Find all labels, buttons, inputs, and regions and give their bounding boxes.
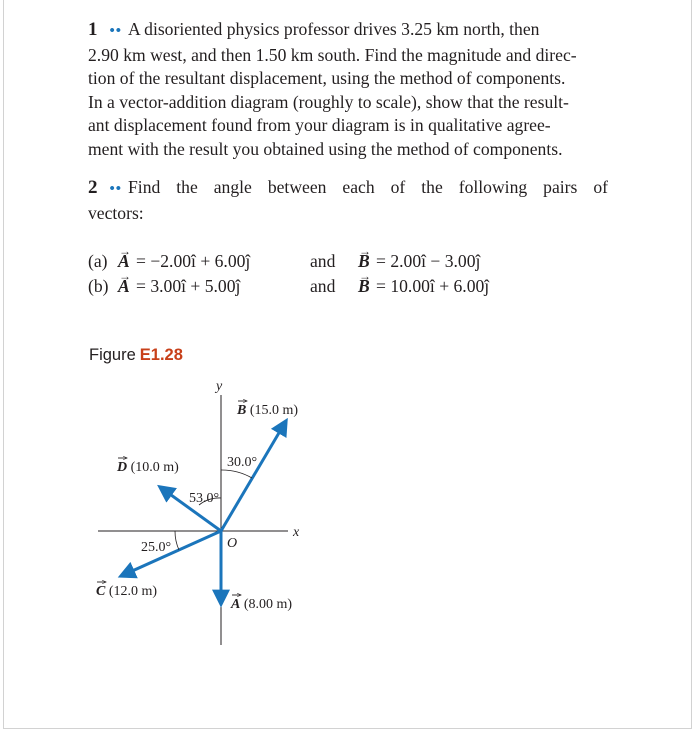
vector-a-expression: = 3.00î + 5.00ĵ [136,276,241,296]
x-axis-label: x [293,525,300,540]
problem-number: 1 [88,19,98,40]
problem-text-line: vectors: [88,202,144,223]
angle-d-label: 53.0° [189,491,220,506]
problem-text-line: ment with the result you obtained using the method of components. [88,138,563,159]
problem-text-line: tion of the resultant displacement, using the method of components. [88,68,566,88]
vector-b-magnitude: (15.0 m) [249,403,299,418]
vector-b-expression: = 2.00î − 3.00ĵ [376,251,481,271]
vector-b-name: B [237,403,247,418]
figure-caption-number: E1.28 [139,346,183,364]
pair-and: and [310,276,336,296]
angle-b-label: 30.0° [227,455,258,470]
problem-text-line: Find the angle between each of the following pairs of [128,177,608,197]
pair-label: (b) [88,276,109,296]
angle-arc-c [175,531,179,550]
vector-b-name: → B [358,249,370,274]
problem-text-line: A disoriented physics professor drives 3.25 km north, then [128,19,540,39]
vector-b-expression: = 10.00î + 6.00ĵ [376,276,490,296]
vector-b-name: → B [358,274,370,299]
vector-d-magnitude: (10.0 m) [130,460,179,475]
y-axis-label: y [216,379,223,394]
difficulty-dots: •• [109,23,123,39]
origin-label: O [227,536,238,551]
problem-number: 2 [88,177,98,198]
vector-c-label [96,584,157,599]
pair-and: and [310,251,336,271]
angle-c-label: 25.0° [141,540,172,555]
vector-a-label [230,597,292,612]
vector-b-arrow [221,421,286,531]
vector-d-label [116,460,179,475]
vector-b-label [236,403,298,418]
vector-a-name: → A [118,274,130,299]
pair-label: (a) [88,251,108,271]
vector-d-name: D [117,460,128,475]
vector-a-magnitude: (8.00 m) [243,597,293,612]
problem-text-line: In a vector-addition diagram (roughly to scale), show that the result- [88,91,569,112]
figure-caption-prefix: Figure [89,346,136,364]
problem-text-line: 2.90 km west, and then 1.50 km south. Find the magnitude and direc- [88,44,577,65]
vector-a-name: → A [118,249,130,274]
problem-text-line: ant displacement found from your diagram is in qualitative agree- [88,115,551,135]
vector-a-name: A [231,597,241,612]
difficulty-dots: •• [109,181,123,197]
vector-c-name: C [96,584,106,599]
vector-c-magnitude: (12.0 m) [108,584,158,599]
angle-arc-b [221,470,252,478]
vector-a-expression: = −2.00î + 6.00ĵ [136,251,251,271]
